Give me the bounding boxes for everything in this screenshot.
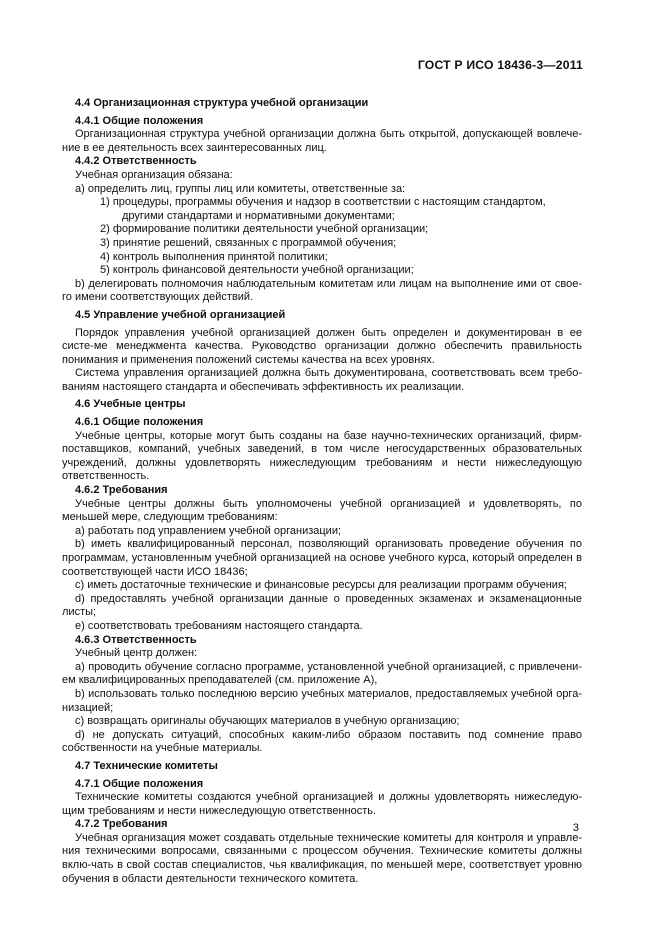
section-heading-4-4: 4.4 Организационная структура учебной организации — [75, 97, 369, 109]
list-item: b) делегировать полномочия наблюдательным комитетам или лицам на выполнение ими от свое-го имени соответствующих действий. — [62, 277, 582, 304]
list-item: е) соответствовать требованиям настоящего стандарта. — [75, 619, 363, 632]
sub-list-item: 4) контроль выполнения принятой политики; — [100, 250, 328, 263]
section-heading-4-5: 4.5 Управление учебной организацией — [75, 308, 286, 321]
document-body — [62, 93, 582, 886]
list-item: а) работать под управлением учебной организации; — [75, 524, 342, 537]
page-number: 3 — [572, 822, 579, 834]
sub-list-item: 5) контроль финансовой деятельности учебной организации; — [100, 264, 414, 277]
sub-list-item: 3) принятие решений, связанных с программой обучения; — [100, 236, 397, 249]
subsection-heading-4-4-2: 4.4.2 Ответственность — [75, 155, 197, 168]
paragraph: Система управления организацией должна быть документирована, соответствовать всем требо-ваниям настоящего стандарта и обеспечивать эффективность их реализации. — [62, 367, 582, 393]
list-item: b) иметь квалифицированный персонал, позволяющий организовать проведение обучения по программам, установленным учебной организацией на основе учебного курса, который определен в соответствующей части ИСО 18436; — [62, 538, 582, 578]
list-item: а) проводить обучение согласно программе, установленной учебной организацией, с привлечени-ем квалифицированных преподавателей (см. приложение А), — [62, 660, 582, 687]
standard-header: ГОСТ Р ИСО 18436-3—2011 — [417, 58, 583, 72]
list-item: b) использовать только последнюю версию учебных материалов, предоставляемых учебной орга-низацией; — [62, 687, 582, 714]
list-item: с) возвращать оригиналы обучающих материалов в учебную организацию; — [75, 715, 460, 728]
paragraph: Технические комитеты создаются учебной организацией и должны удовлетворять нижеследую-щим требованиям и нести нижеследующую ответственность. — [62, 791, 582, 817]
section-heading-4-6: 4.6 Учебные центры — [75, 398, 186, 411]
subsection-heading-4-6-1: 4.6.1 Общие положения — [75, 416, 204, 429]
list-item: а) определить лиц, группы лиц или комитеты, ответственные за: — [75, 182, 406, 195]
list-item: d) не допускать ситуаций, способных каким-либо образом поставить под сомнение право собственности на учебные материалы. — [62, 728, 582, 755]
paragraph: Учебная организация может создавать отдельные технические комитеты для контроля и управле-ния техническими вопросами, связанными с процессом обучения. Технические комитеты должны вклю-чать в свой состав специалистов, чья квалификация, по меньшей мере, соответствует уровню обучения в области деятельности технического комитета. — [62, 831, 582, 885]
list-item: d) предоставлять учебной организации данные о проведенных экзаменах и экзаменационные листы; — [62, 592, 582, 619]
paragraph: Организационная структура учебной организации должна быть открытой, допускающей вовлече-ние в ее деятельность всех заинтересованных лиц. — [62, 128, 582, 154]
list-item: с) иметь достаточные технические и финансовые ресурсы для реализации программ обучения; — [75, 579, 567, 592]
paragraph: Учебные центры должны быть уполномочены учебной организацией и удовлетворять, по меньшей мере, следующим требованиям: — [62, 497, 582, 524]
paragraph: Учебный центр должен: — [75, 647, 198, 660]
subsection-heading-4-6-2: 4.6.2 Требования — [75, 484, 168, 497]
subsection-heading-4-7-1: 4.7.1 Общие положения — [75, 777, 204, 790]
paragraph: Учебные центры, которые могут быть созданы на базе научно-технических организаций, фирм-поставщиков, компаний, учебных заведений, в том числе негосударственных образовательных учреждений, должны удовлетворять нижеследующим требованиям и нести нижеследующую ответственность. — [62, 429, 582, 483]
subsection-heading-4-4-1: 4.4.1 Общие положения — [75, 114, 204, 127]
sub-list-item: 1) процедуры, программы обучения и надзор в соответствии с настоящим стандартом, другими стандартами и нормативными документами; — [100, 196, 546, 222]
sub-list-item: 2) формирование политики деятельности учебной организации; — [100, 223, 429, 236]
subsection-heading-4-7-2: 4.7.2 Требования — [75, 818, 168, 831]
subsection-heading-4-6-3: 4.6.3 Ответственность — [75, 633, 197, 646]
paragraph: Учебная организация обязана: — [75, 168, 233, 181]
paragraph: Порядок управления учебной организацией должен быть определен и документирован в ее систе-ме менеджмента качества. Руководство организации должно обеспечить правильность понимания и применения положений системы качества на всех уровнях. — [62, 326, 582, 366]
section-heading-4-7: 4.7 Технические комитеты — [75, 759, 218, 772]
